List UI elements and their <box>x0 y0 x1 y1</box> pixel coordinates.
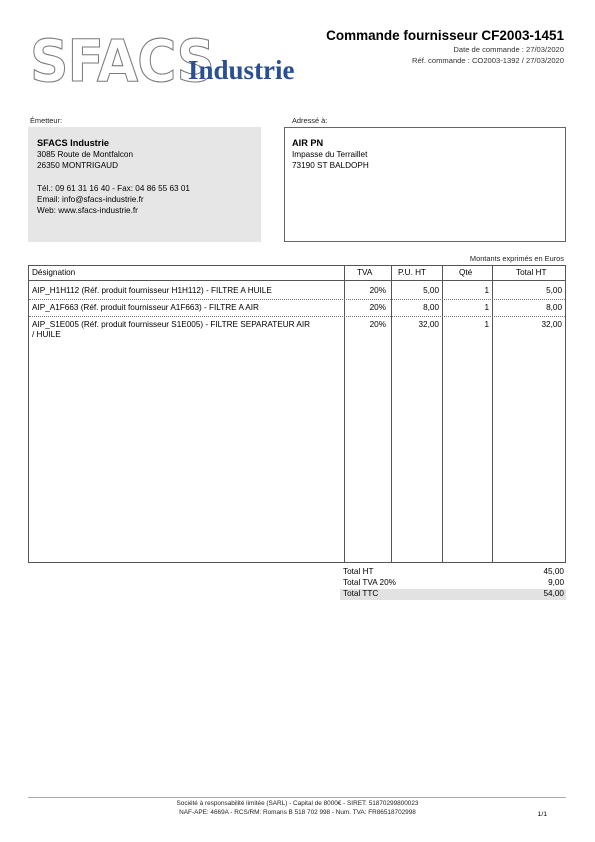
total-ttc-label: Total TTC <box>343 589 379 598</box>
document-title: Commande fournisseur CF2003-1451 <box>326 28 564 43</box>
page-number: 1/1 <box>537 811 547 818</box>
row-total: 32,00 <box>541 320 562 329</box>
items-table <box>28 265 566 563</box>
order-date: Date de commande : 27/03/2020 <box>453 45 564 54</box>
recipient-address2: 73190 ST BALDOPH <box>292 161 369 170</box>
emitter-box <box>28 127 261 242</box>
emitter-web: Web: www.sfacs-industrie.fr <box>37 206 138 215</box>
emitter-email: Email: info@sfacs-industrie.fr <box>37 195 144 204</box>
total-ht-value: 45,00 <box>543 567 564 576</box>
total-tva-value: 9,00 <box>548 578 564 587</box>
row-quantity: 1 <box>484 320 489 329</box>
recipient-box <box>284 127 566 242</box>
total-tva-row <box>340 578 566 589</box>
row-designation: AIP_S1E005 (Réf. produit fournisseur S1E005) - FILTRE SEPARATEUR AIR <box>32 320 311 329</box>
row-divider <box>29 316 565 317</box>
row-total: 5,00 <box>546 286 562 295</box>
footer-legal-line1: Société à responsabilité limitée (SARL) - Capital de 8000€ - SIRET: 51870299800023 <box>176 800 419 807</box>
total-ht-label: Total HT <box>343 567 374 576</box>
total-tva-label: Total TVA 20% <box>343 578 396 587</box>
total-ht-row <box>340 567 566 578</box>
row-tva: 20% <box>369 303 386 312</box>
total-ttc-row <box>340 589 566 600</box>
emitter-address2: 26350 MONTRIGAUD <box>37 161 118 170</box>
row-quantity: 1 <box>484 286 489 295</box>
recipient-label: Adressé à: <box>292 116 328 125</box>
row-unit-price: 32,00 <box>418 320 439 329</box>
emitter-phone: Tél.: 09 61 31 16 40 - Fax: 04 86 55 63 01 <box>37 184 190 193</box>
header-total: Total HT <box>516 268 547 277</box>
emitter-label: Émetteur: <box>30 116 63 125</box>
header-quantity: Qté <box>459 268 473 277</box>
amount-currency-note: Montants exprimés en Euros <box>469 254 564 263</box>
row-designation: AIP_A1F663 (Réf. produit fournisseur A1F663) - FILTRE A AIR <box>32 303 259 312</box>
emitter-name: SFACS Industrie <box>37 138 109 148</box>
footer-divider <box>28 797 566 798</box>
row-quantity: 1 <box>484 303 489 312</box>
row-divider <box>29 299 565 300</box>
header-divider <box>29 280 565 281</box>
header-tva: TVA <box>357 268 373 277</box>
row-unit-price: 8,00 <box>423 303 439 312</box>
row-unit-price: 5,00 <box>423 286 439 295</box>
row-designation-continued: / HUILE <box>32 330 61 339</box>
order-reference: Réf. commande : CO2003-1392 / 27/03/2020 <box>412 56 564 65</box>
company-logo <box>30 27 320 95</box>
logo-brand: SFACS <box>30 27 215 95</box>
total-ttc-value: 54,00 <box>543 589 564 598</box>
header-unit-price: P.U. HT <box>398 268 427 277</box>
row-tva: 20% <box>369 320 386 329</box>
header-designation: Désignation <box>32 268 76 277</box>
row-tva: 20% <box>369 286 386 295</box>
row-total: 8,00 <box>546 303 562 312</box>
logo-subtitle: Industrie <box>188 55 295 85</box>
recipient-address1: Impasse du Terraillet <box>292 150 368 159</box>
recipient-name: AIR PN <box>292 138 324 148</box>
footer-legal-line2: NAF-APE: 4669A - RCS/RM: Romans B 518 702 998 - Num. TVA: FR86518702998 <box>179 809 416 816</box>
row-designation: AIP_H1H112 (Réf. produit fournisseur H1H112) - FILTRE A HUILE <box>32 286 272 295</box>
emitter-address1: 3085 Route de Montfalcon <box>37 150 134 159</box>
